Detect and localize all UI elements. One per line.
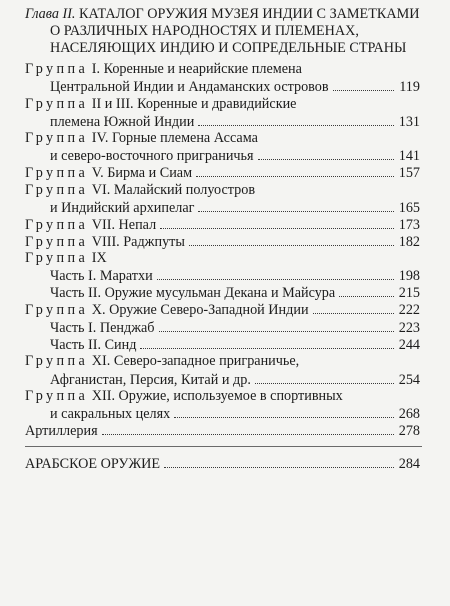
toc-entry-text: Группа VII. Непал [25,217,157,233]
toc-entry [25,422,420,439]
chapter-title-line-2: О РАЗЛИЧНЫХ НАРОДНОСТЯХ И ПЛЕМЕНАХ, [50,23,359,39]
group-word: Группа [25,302,89,318]
toc-entry [25,113,420,130]
leader-dots [258,147,394,160]
leader-dots [159,319,394,332]
leader-dots [157,267,394,280]
group-word: Группа [25,234,89,250]
toc-page-number: 173 [398,217,420,233]
toc-entry-text: и северо-восточного приграничья [50,148,254,164]
toc-entry [25,233,420,250]
group-word: Группа [25,96,89,112]
group-word: Группа [25,182,89,198]
toc-entry [25,388,420,405]
group-word: Группа [25,388,89,404]
toc-entry [25,371,420,388]
toc-entry-text: Группа IV. Горные племена Ассама [25,130,258,146]
leader-dots [313,301,394,314]
leader-dots [198,113,394,126]
leader-dots [174,405,394,418]
group-word: Группа [25,250,89,266]
toc-page-number: 131 [398,114,420,130]
toc-entry-text: Группа V. Бирма и Сиам [25,165,193,181]
toc-entry-text: племена Южной Индии [50,114,195,130]
toc-page-number: 165 [398,200,420,216]
toc-entry-text: Часть I. Пенджаб [50,320,155,336]
toc-page-number: 182 [398,234,420,250]
leader-dots [140,336,394,349]
group-word: Группа [25,217,89,233]
toc-page-number: 244 [398,337,420,353]
group-word: Группа [25,165,89,181]
toc-page-number: 223 [398,320,420,336]
group-word: Группа [25,353,89,369]
leader-dots [196,164,394,177]
toc-entry-text: АРАБСКОЕ ОРУЖИЕ [25,456,161,472]
toc-page-number: 284 [398,456,420,472]
toc-entry [25,353,420,370]
leader-dots [339,284,394,297]
toc-page-number: 254 [398,372,420,388]
toc-entry [25,216,420,233]
toc-entry [25,182,420,199]
toc-entry [25,61,420,78]
toc-entry [25,164,420,181]
toc-entry [25,199,420,216]
toc-entry-text: Группа VI. Малайский полуостров [25,182,256,198]
leader-dots [160,216,394,229]
toc-entry [25,96,420,113]
toc-page-number: 119 [399,79,420,95]
toc-entry-text: Афганистан, Персия, Китай и др. [50,372,251,388]
toc-entry-text: Группа VIII. Раджпуты [25,234,185,250]
chapter-title-line-3: НАСЕЛЯЮЩИХ ИНДИЮ И СОПРЕДЕЛЬНЫЕ СТРАНЫ [50,40,407,56]
toc-entry [25,301,420,318]
leader-dots [255,371,394,384]
toc-entry [25,336,420,353]
leader-dots [189,233,394,246]
toc-entry-text: Часть II. Оружие мусульман Декана и Майсура [50,285,336,301]
toc-page-number: 198 [398,268,420,284]
toc-entry-text: Группа I. Коренные и неарийские племена [25,61,302,77]
chapter-heading [25,6,425,57]
leader-dots [102,422,394,435]
toc-entry [25,319,420,336]
toc-entry [25,250,420,267]
toc-entry-text: Артиллерия [25,423,98,439]
toc-entry-text: Часть I. Маратхи [50,268,153,284]
toc-entry [25,405,420,422]
toc-entry [25,130,420,147]
toc-entry-text: и Индийский архипелаг [50,200,195,216]
leader-dots [164,455,394,468]
chapter-label: Глава II. [25,6,76,22]
toc-page-number: 222 [398,302,420,318]
toc-entry-text: Группа XI. Северо-западное приграничье, [25,353,300,369]
group-word: Группа [25,61,89,77]
toc-entry-text: Группа X. Оружие Северо-Западной Индии [25,302,309,318]
toc-page-number: 157 [398,165,420,181]
toc-page-number: 215 [398,285,420,301]
toc-entry [25,147,420,164]
toc-entry-text: Центральной Индии и Андаманских островов [50,79,329,95]
toc-entry [25,267,420,284]
toc-entry [25,78,420,95]
toc-entry [25,284,420,301]
group-word: Группа [25,130,89,146]
chapter-title-line-1: КАТАЛОГ ОРУЖИЯ МУЗЕЯ ИНДИИ С ЗАМЕТКАМИ [79,6,420,22]
toc-entry-text: Группа IX [25,250,107,266]
toc-entry-text: Часть II. Синд [50,337,137,353]
toc-page-number: 141 [398,148,420,164]
toc-entry-text: Группа XII. Оружие, используемое в спортивных [25,388,343,404]
toc-page-number: 268 [398,406,420,422]
toc-entry-text: и сакральных целях [50,406,171,422]
leader-dots [198,199,394,212]
leader-dots [333,78,394,91]
toc-page-number: 278 [398,423,420,439]
toc-entry-text: Группа II и III. Коренные и дравидийские [25,96,297,112]
toc-entry [25,455,420,472]
section-divider [25,446,422,447]
